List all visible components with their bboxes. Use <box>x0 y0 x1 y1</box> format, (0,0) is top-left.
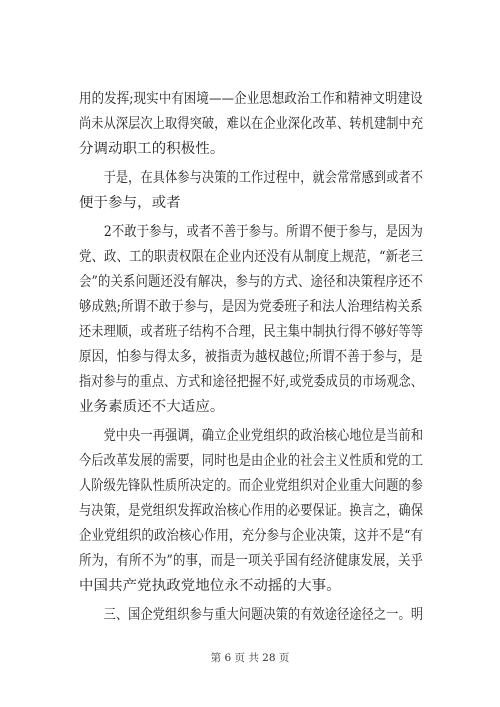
text-line: 尚未从深层次上取得突破，难以在企业深化改革、转机建制中充 <box>79 116 424 132</box>
text-line: 与决策，是党组织发挥政治核心作用的必要保证。换言之，确保 <box>79 503 424 519</box>
text-line: 2不敢于参与，或者不善于参与。所谓不便于参与，是因为 <box>79 224 423 240</box>
text-line: 便于参与，或者 <box>79 195 181 211</box>
text-line: 还未理顺，或者班子结构不合理，民主集中制执行得不够好等等 <box>79 324 424 340</box>
text-line: 会”的关系问题还没有解决，参与的方式、途径和决策程序还不 <box>79 274 424 290</box>
text-line: 所为，有所不为”的事，而是一项关乎国有经济健康发展，关乎 <box>79 553 424 569</box>
text-line: 中国共产党执政党地位永不动摇的大事。 <box>79 578 341 594</box>
text-line: 分调动职工的积极性。 <box>79 141 225 157</box>
text-line: 三、国企党组织参与重大问题决策的有效途径途径之一。明 <box>79 607 424 623</box>
text-line: 党、政、工的职责权限在企业内还没有从制度上规范，“新老三 <box>79 249 424 265</box>
text-line: 于是，在具体参与决策的工作过程中，就会常常感到或者不 <box>79 170 424 186</box>
text-line: 企业党组织的政治核心作用，充分参与企业决策，这并不是“有 <box>79 528 424 544</box>
text-line: 今后改革发展的需要，同时也是由企业的社会主义性质和党的工 <box>79 453 424 469</box>
text-line: 用的发挥;现实中有困境——企业思想政治工作和精神文明建设 <box>79 91 423 107</box>
text-line: 业务素质还不大适应。 <box>79 399 225 415</box>
text-line: 原因，怕参与得太多，被指责为越权越位;所谓不善于参与，是 <box>79 349 423 365</box>
text-line: 人阶级先锋队性质所决定的。而企业党组织对企业重大问题的参 <box>79 478 424 494</box>
page-footer: 第 6 页 共 28 页 <box>210 652 290 664</box>
text-line: 指对参与的重点、方式和途径把握不好,或党委成员的市场观念、 <box>79 374 423 390</box>
text-line: 党中央一再强调，确立企业党组织的政治核心地位是当前和 <box>79 428 424 444</box>
text-line: 够成熟;所谓不敢于参与，是因为党委班子和法人治理结构关系 <box>79 299 423 315</box>
